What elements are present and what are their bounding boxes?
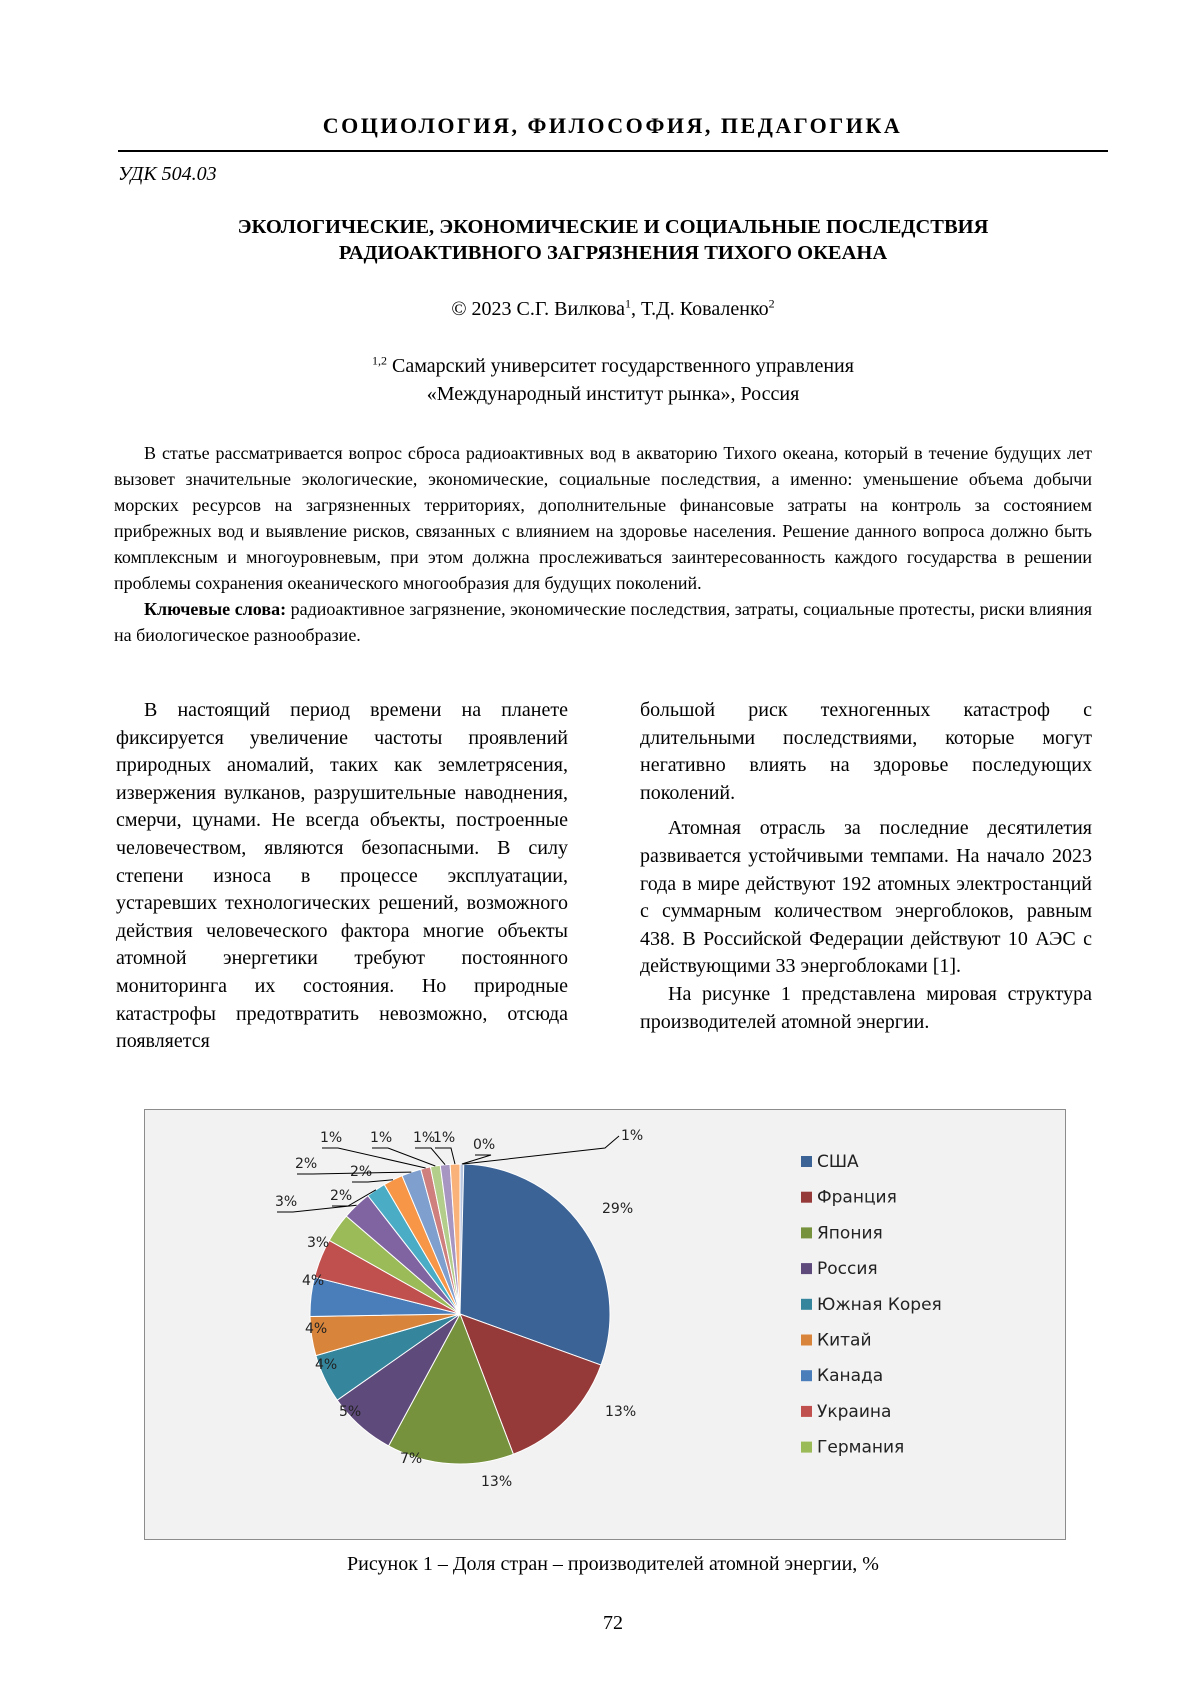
- leader-line: [322, 1148, 426, 1168]
- slice-label: 13%: [481, 1474, 513, 1490]
- slice-label: 3%: [275, 1194, 298, 1210]
- legend-swatch: [801, 1263, 812, 1274]
- title-line-1: ЭКОЛОГИЧЕСКИЕ, ЭКОНОМИЧЕСКИЕ И СОЦИАЛЬНЫЕ ПОСЛЕДСТВИЯ: [237, 216, 989, 238]
- legend-swatch: [801, 1227, 812, 1238]
- udk-code: УДК 504.03: [118, 163, 217, 185]
- affiliation-sup: 1,2: [372, 353, 388, 368]
- slice-label: 1%: [433, 1130, 456, 1146]
- slice-label: 13%: [605, 1404, 637, 1420]
- slice-label: 4%: [302, 1273, 325, 1289]
- authors: [118, 298, 1108, 321]
- slice-label: 4%: [315, 1357, 338, 1373]
- page-number: 72: [603, 1612, 623, 1634]
- header-divider: [118, 150, 1108, 152]
- author-sup-1: 1: [624, 296, 631, 311]
- body-paragraph: Атомная отрасль за последние десятилетия развивается устойчивыми темпами. На начало 2023 года в мире действуют 192 атомных электростанций с суммарным количеством энергоблоков, равным 438. В Российской Федерации действуют 10 АЭС с действующими 33 энергоблоками [1].: [640, 817, 1092, 978]
- legend-label: Канада: [817, 1366, 884, 1387]
- slice-label: 2%: [350, 1164, 373, 1180]
- body-column-right: [640, 697, 1092, 1036]
- slice-label: 0%: [473, 1137, 496, 1153]
- article-title: [118, 214, 1108, 266]
- legend-swatch: [801, 1406, 812, 1417]
- legend-swatch: [801, 1156, 812, 1167]
- pie-chart: [145, 1110, 1065, 1539]
- leader-line: [415, 1148, 445, 1165]
- slice-label: 5%: [339, 1404, 362, 1420]
- authors-first: © 2023 С.Г. Вилкова: [451, 298, 625, 320]
- slice-label: 2%: [330, 1188, 353, 1204]
- legend-label: Япония: [817, 1223, 883, 1244]
- slice-label: 1%: [413, 1130, 436, 1146]
- keywords-label: Ключевые слова:: [144, 599, 287, 619]
- slice-label: 2%: [295, 1156, 318, 1172]
- slice-label: 29%: [602, 1201, 634, 1217]
- authors-second: , Т.Д. Коваленко: [630, 298, 769, 320]
- slice-label: 3%: [307, 1235, 330, 1251]
- body-column-left: [116, 697, 568, 1056]
- slice-label: 7%: [400, 1451, 423, 1467]
- legend-swatch: [801, 1370, 812, 1381]
- slice-label: 4%: [305, 1321, 328, 1337]
- legend-label: США: [817, 1152, 859, 1172]
- keywords-text: радиоактивное загрязнение, экономические последствия, затраты, социальные протесты, риски влияния на биологическое разнообразие.: [114, 599, 1092, 645]
- author-sup-2: 2: [768, 296, 775, 311]
- leader-line: [352, 1180, 393, 1182]
- abstract-text: В статье рассматривается вопрос сброса радиоактивных вод в акваторию Тихого океана, который в течение будущих лет вызовет значительные экологические, экономические, социальные последствия, а именно: уменьшение объема добычи морских ресурсов на загрязненных территориях, дополнительные финансовые затраты на контроль за состоянием прибрежных вод и выявление рисков, связанных с влиянием на здоровье населения. Решение данного вопроса должно быть комплексным и многоуровневым, при этом должна прослеживаться заинтересованность каждого государства в решении проблемы сохранения океанического многообразия для будущих поколений.: [114, 443, 1092, 593]
- legend-swatch: [801, 1442, 812, 1453]
- affiliation-line-2: «Международный институт рынка», Россия: [426, 383, 800, 405]
- legend-label: Германия: [817, 1437, 905, 1458]
- slice-label: 1%: [320, 1130, 343, 1146]
- abstract: [114, 440, 1092, 648]
- slice-label-extra: 1%: [621, 1128, 644, 1144]
- affiliation-text-1: Самарский университет государственного управления: [387, 355, 854, 377]
- pie-chart-figure: [144, 1109, 1066, 1540]
- legend-label: Южная Корея: [817, 1294, 942, 1315]
- legend-swatch: [801, 1299, 812, 1310]
- legend-label: Россия: [817, 1259, 878, 1280]
- title-line-2: РАДИОАКТИВНОГО ЗАГРЯЗНЕНИЯ ТИХОГО ОКЕАНА: [338, 242, 888, 264]
- figure-caption: Рисунок 1 – Доля стран – производителей атомной энергии, %: [347, 1553, 879, 1575]
- body-paragraph: В настоящий период времени на планете фиксируется увеличение частоты проявлений природных аномалий, таких как землетрясения, извержения вулканов, разрушительные наводнения, смерчи, цунами. Не всегда объекты, построенные человечеством, являются безопасными. В силу степени износа в процессе эксплуатации, устаревших технологических решений, возможного действия человеческого фактора многие объекты атомной энергетики требуют постоянного мониторинга их состояния. Но природные катастрофы предотвратить невозможно, отсюда появляется: [116, 699, 568, 1053]
- slice-label: 1%: [370, 1130, 393, 1146]
- affiliation-line-1: [118, 352, 1108, 380]
- body-paragraph: большой риск техногенных катастроф с длительными последствиями, которые могут негативно влиять на здоровье последующих поколений.: [640, 699, 1092, 804]
- legend-label: Украина: [817, 1401, 892, 1422]
- legend-swatch: [801, 1192, 812, 1203]
- affiliation: [118, 352, 1108, 408]
- legend-label: Китай: [817, 1330, 872, 1351]
- legend-swatch: [801, 1335, 812, 1346]
- legend-label: Франция: [817, 1187, 897, 1208]
- journal-section-header: СОЦИОЛОГИЯ, ФИЛОСОФИЯ, ПЕДАГОГИКА: [322, 113, 903, 138]
- keywords: [114, 596, 1092, 648]
- body-paragraph: На рисунке 1 представлена мировая структура производителей атомной энергии.: [640, 982, 1092, 1033]
